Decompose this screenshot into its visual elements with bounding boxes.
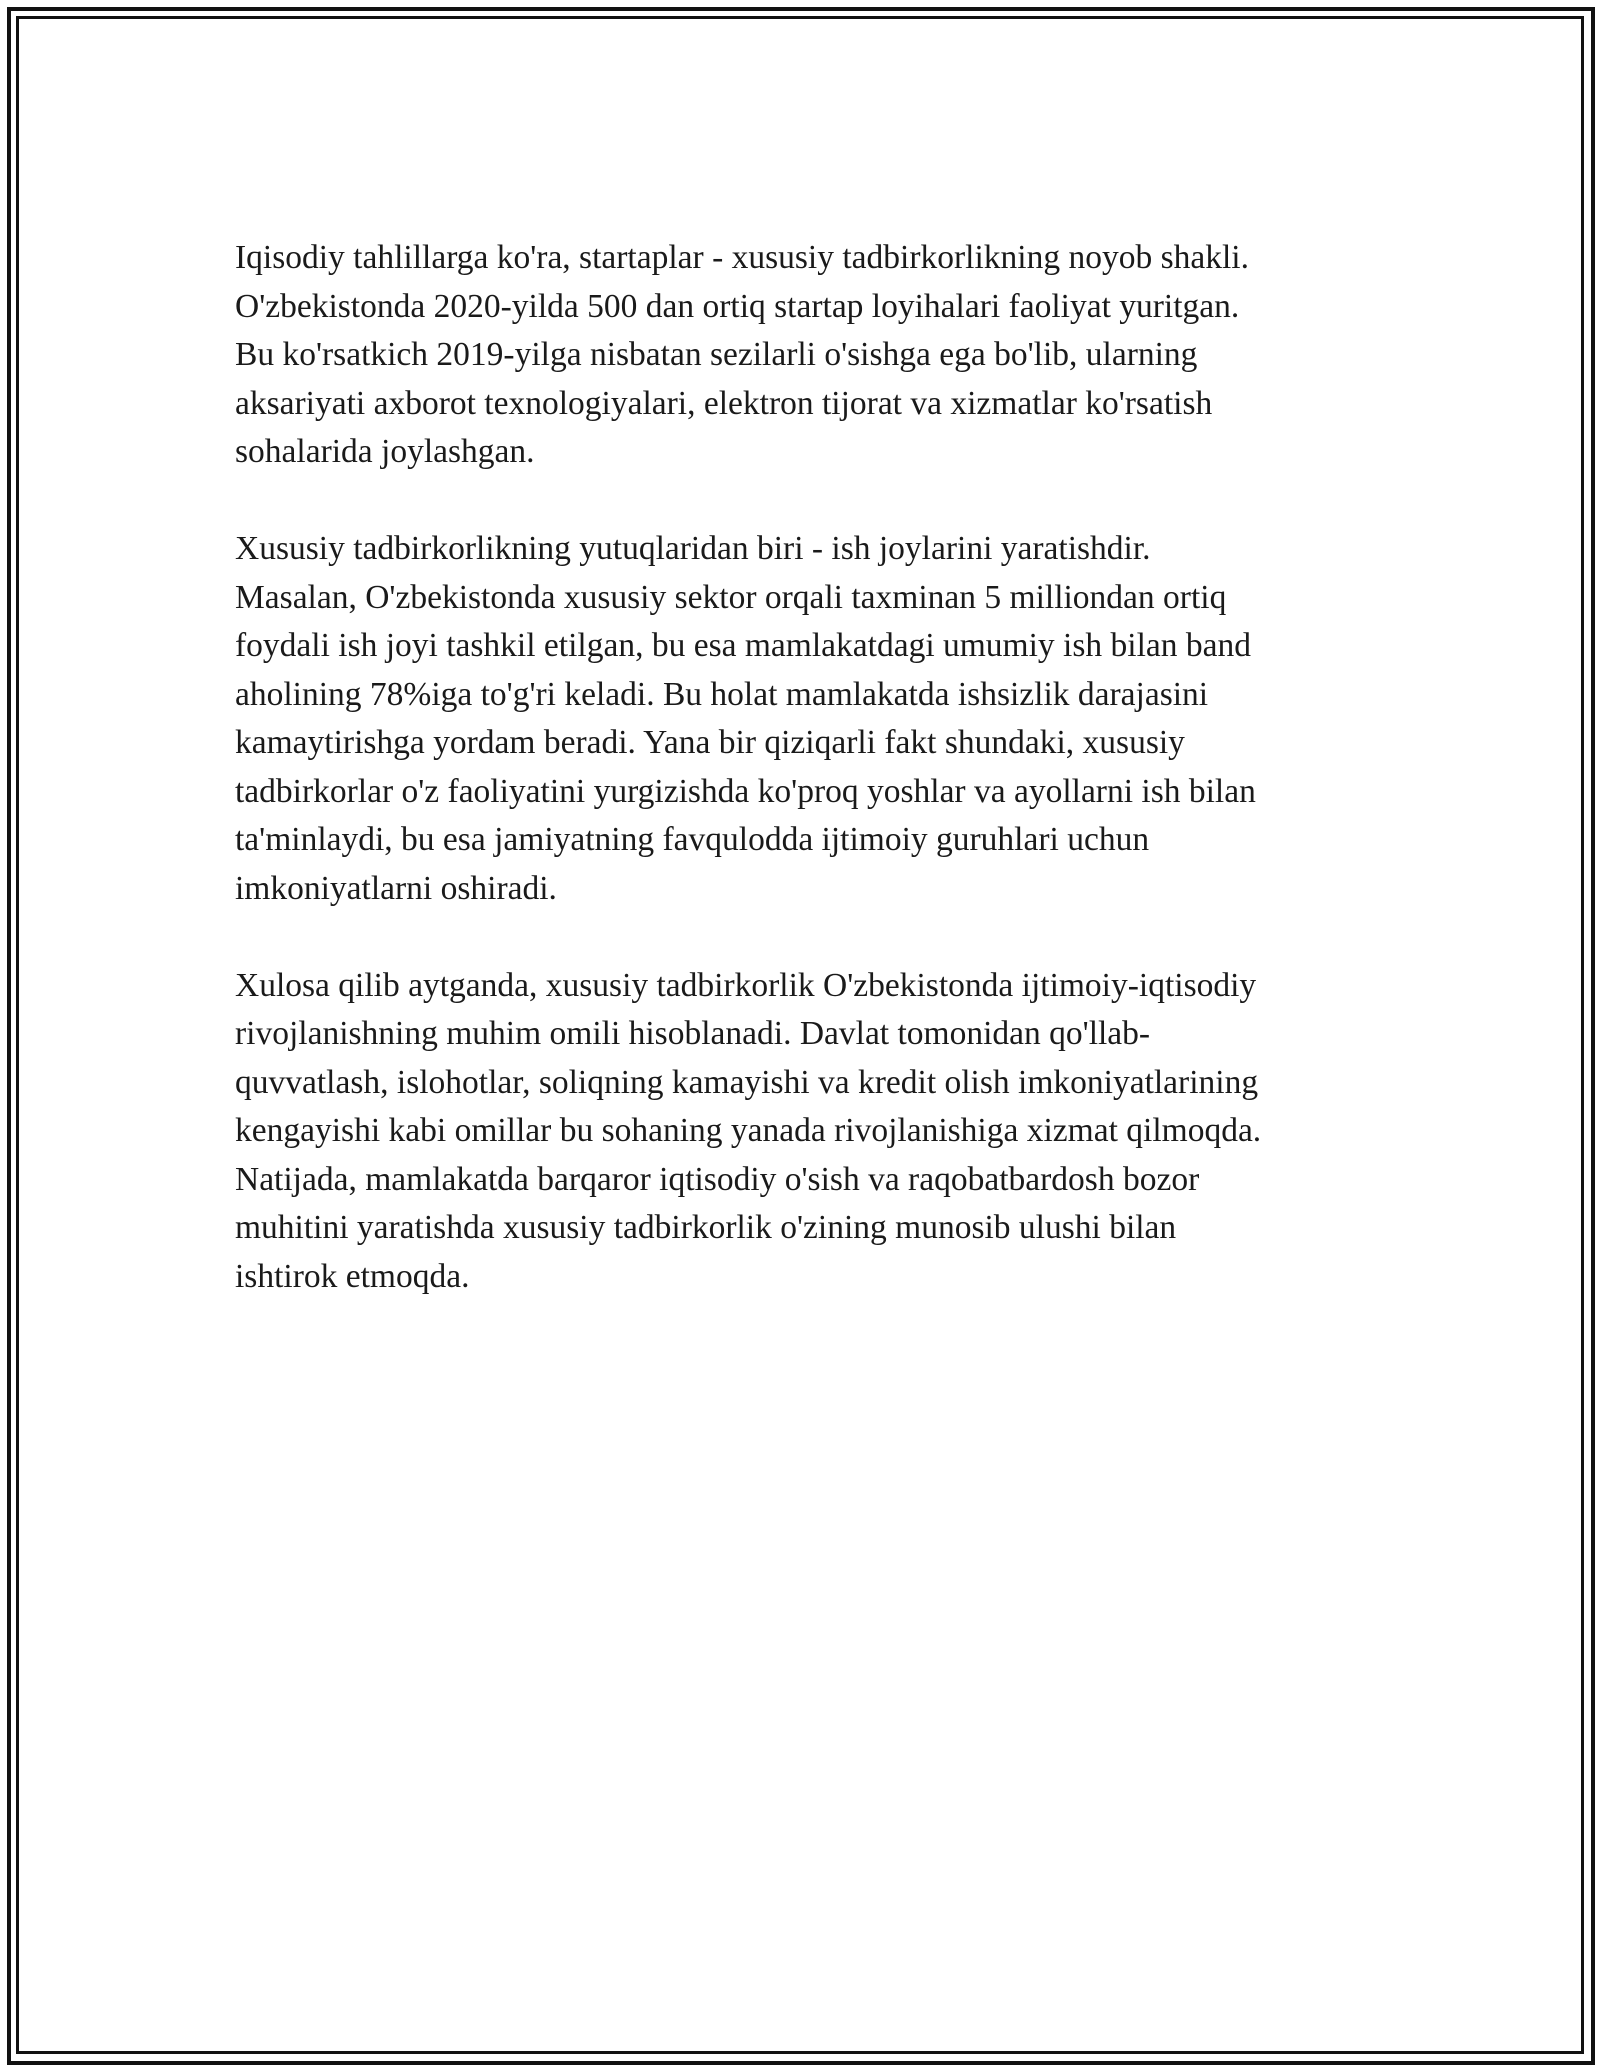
text-line: imkoniyatlarni oshiradi. bbox=[235, 869, 557, 907]
text-line: sohalarida joylashgan. bbox=[235, 433, 535, 470]
text-line: Xulosa qilib aytganda, xususiy tadbirkorlik O'zbekistonda ijtimoiy-iqtisodiy bbox=[235, 966, 1257, 1004]
text-line: ishtirok etmoqda. bbox=[235, 1257, 470, 1295]
text-line: Iqisodiy tahlillarga ko'ra, startaplar - xususiy tadbirkorlikning noyob shakli. bbox=[235, 239, 1249, 276]
text-line: muhitini yaratishda xususiy tadbirkorlik o'zining munosib ulushi bilan bbox=[235, 1209, 1177, 1246]
text-line: aksariyati axborot texnologiyalari, elektron tijorat va xizmatlar ko'rsatish bbox=[235, 384, 1213, 422]
text-line: aholining 78%iga to'g'ri keladi. Bu holat mamlakatda ishsizlik darajasini bbox=[235, 675, 1209, 713]
text-line: Masalan, O'zbekistonda xususiy sektor orqali taxminan 5 milliondan ortiq bbox=[235, 578, 1227, 616]
paragraph-3 bbox=[235, 962, 1385, 1302]
text-line: Xususiy tadbirkorlikning yutuqlaridan biri - ish joylarini yaratishdir. bbox=[235, 530, 1151, 567]
document-body bbox=[235, 234, 1385, 1350]
text-line: kengayishi kabi omillar bu sohaning yanada rivojlanishiga xizmat qilmoqda. bbox=[235, 1112, 1262, 1149]
text-line: ta'minlaydi, bu esa jamiyatning favqulodda ijtimoiy guruhlari uchun bbox=[235, 821, 1150, 858]
text-line: Natijada, mamlakatda barqaror iqtisodiy o'sish va raqobatbardosh bozor bbox=[235, 1160, 1200, 1198]
text-line: kamaytirishga yordam beradi. Yana bir qiziqarli fakt shundaki, xususiy bbox=[235, 724, 1185, 761]
text-line: O'zbekistonda 2020-yilda 500 dan ortiq startap loyihalari faoliyat yuritgan. bbox=[235, 287, 1240, 325]
text-line: foydali ish joyi tashkil etilgan, bu esa mamlakatdagi umumiy ish bilan band bbox=[235, 627, 1251, 664]
text-line: Bu ko'rsatkich 2019-yilga nisbatan sezilarli o'sishga ega bo'lib, ularning bbox=[235, 336, 1198, 373]
text-line: rivojlanishning muhim omili hisoblanadi. Davlat tomonidan qo'llab- bbox=[235, 1015, 1151, 1052]
text-line: quvvatlash, islohotlar, soliqning kamayishi va kredit olish imkoniyatlarining bbox=[235, 1063, 1259, 1101]
paragraph-1 bbox=[235, 234, 1385, 477]
paragraph-2 bbox=[235, 525, 1385, 913]
text-line: tadbirkorlar o'z faoliyatini yurgizishda ko'proq yoshlar va ayollarni ish bilan bbox=[235, 772, 1256, 810]
